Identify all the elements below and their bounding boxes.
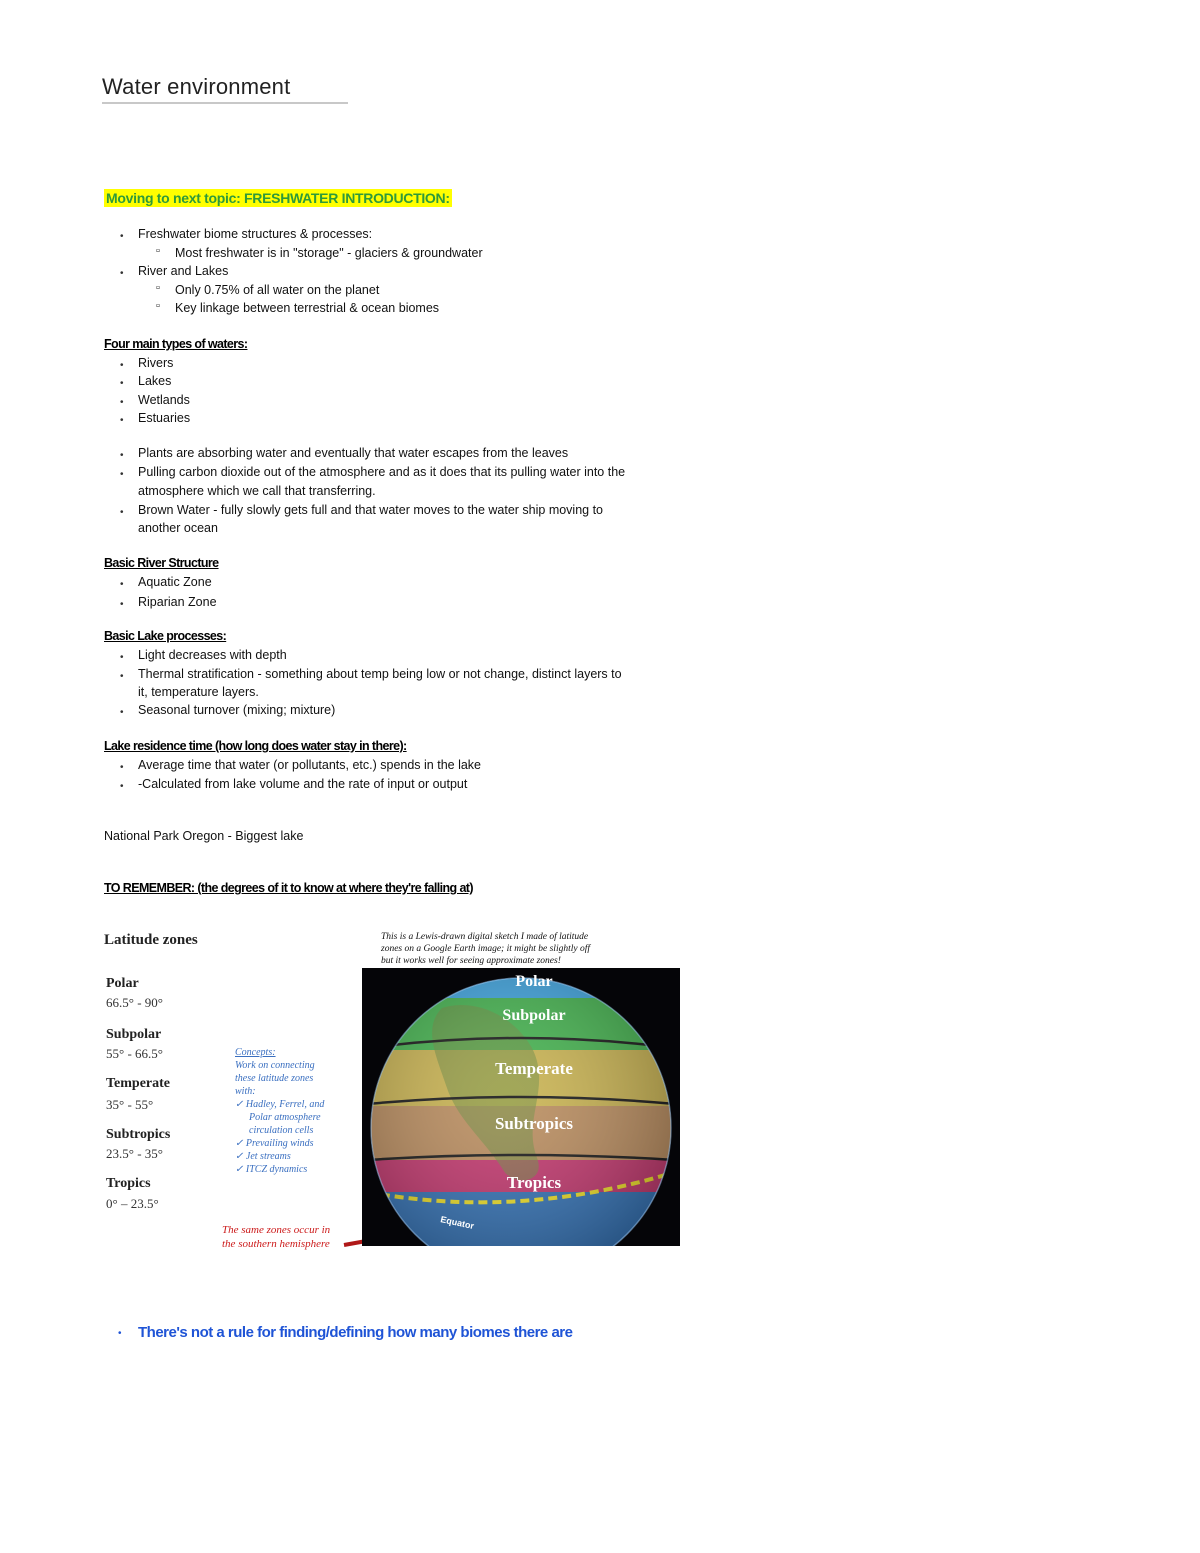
bullet: • [120,469,124,480]
list-item: Rivers [138,356,174,370]
bullet: • [120,231,124,242]
bullet: • [120,360,124,371]
list-item: Wetlands [138,393,190,407]
check-icon: ✓ [235,1151,246,1162]
note-text: Brown Water - fully slowly gets full and that water moves to the water ship moving to [138,503,604,517]
biomes-note: There's not a rule for finding/defining how many biomes there are [138,1324,573,1341]
note-text: another ocean [138,521,218,535]
square-bullet: ▫ [156,245,160,257]
intro-subitem: Only 0.75% of all water on the planet [175,283,380,297]
sketch-note-line: but it works well for seeing approximate zones! [381,956,561,966]
concepts-line: Work on connecting [235,1060,315,1071]
figure-title: Latitude zones [104,932,198,948]
concepts-line: with: [235,1086,256,1097]
square-bullet: ▫ [156,282,160,294]
topic-banner: Moving to next topic: FRESHWATER INTRODUCTION: [106,190,450,206]
park-note: National Park Oregon - Biggest lake [104,829,304,843]
zone-name: Temperate [106,1076,171,1091]
concepts-check: Jet streams [245,1151,291,1162]
sketch-note-line: This is a Lewis-drawn digital sketch I made of latitude [381,932,589,942]
concepts-title: Concepts: [235,1047,276,1058]
list-item: it, temperature layers. [138,685,259,699]
bullet: • [120,507,124,518]
note-text: Plants are absorbing water and eventually that water escapes from the leaves [138,446,569,460]
zone-name: Subpolar [106,1027,162,1042]
globe-label-subtropics: Subtropics [494,1114,574,1133]
zone-range: 55° - 66.5° [106,1046,163,1061]
bullet: • [120,707,124,718]
bullet: • [120,599,124,610]
concepts-line: these latitude zones [235,1073,314,1084]
title-underline [102,102,348,104]
list-item: Lakes [138,374,172,388]
concepts-check: Hadley, Ferrel, and [245,1099,325,1110]
list-item: Light decreases with depth [138,648,287,662]
intro-subitem: Key linkage between terrestrial & ocean biomes [175,301,440,315]
square-bullet: ▫ [156,300,160,312]
page-title: Water environment [102,74,291,99]
globe-label-tropics: Tropics [506,1173,562,1192]
zone-range: 66.5° - 90° [106,995,163,1010]
note-text: atmosphere which we call that transferring. [138,484,376,498]
southern-hemisphere-note [222,1223,330,1251]
check-icon: ✓ [235,1099,246,1110]
list-item: Thermal stratification - something about temp being low or not change, distinct layers to [138,667,622,681]
concepts-check: Prevailing winds [245,1138,314,1149]
zone-name: Tropics [106,1176,151,1191]
zone-name: Subtropics [106,1127,171,1142]
bullet: • [118,1328,122,1339]
globe-label-equator: Equator [439,1214,475,1232]
remember-heading: TO REMEMBER: (the degrees of it to know at where they're falling at) [104,881,473,895]
sketch-note-line: zones on a Google Earth image; it might be slightly off [381,944,590,954]
list-item: Aquatic Zone [138,575,212,589]
globe-label-subpolar: Subpolar [502,1007,566,1024]
intro-subitem: Most freshwater is in "storage" - glaciers & groundwater [175,246,483,260]
bullet: • [120,415,124,426]
lake-heading: Basic Lake processes: [104,629,227,643]
river-heading: Basic River Structure [104,556,219,570]
zone-range: 23.5° - 35° [106,1146,163,1161]
sketch-note [381,931,590,967]
bullet: • [120,652,124,663]
globe-label-temperate: Temperate [495,1059,573,1078]
bullet: • [120,781,124,792]
concepts-check: ITCZ dynamics [245,1164,308,1175]
intro-item: River and Lakes [138,264,229,278]
list-item: Average time that water (or pollutants, etc.) spends in the lake [138,758,482,772]
zone-range: 35° - 55° [106,1097,154,1112]
list-item: Estuaries [138,411,191,425]
bullet: • [120,579,124,590]
bullet: • [120,397,124,408]
intro-item: Freshwater biome structures & processes: [138,227,373,241]
bullet: • [120,762,124,773]
zone-name: Polar [106,976,139,991]
bullet: • [120,378,124,389]
check-icon: ✓ [235,1138,246,1149]
red-note-line: The same zones occur in [222,1224,331,1236]
concepts-check: circulation cells [249,1125,314,1136]
bullet: • [120,671,124,682]
concepts-note [235,1046,365,1176]
bullet: • [120,450,124,461]
list-item: Seasonal turnover (mixing; mixture) [138,703,336,717]
residence-heading: Lake residence time (how long does water stay in there): [104,739,407,753]
bullet: • [120,268,124,279]
latitude-globe-image [362,968,680,1246]
list-item: -Calculated from lake volume and the rate of input or output [138,777,468,791]
red-note-line: the southern hemisphere [222,1238,330,1250]
list-item: Riparian Zone [138,595,217,609]
note-text: Pulling carbon dioxide out of the atmosphere and as it does that its pulling water into the [138,465,626,479]
concepts-check: Polar atmosphere [249,1112,321,1123]
four-types-heading: Four main types of waters: [104,337,248,351]
check-icon: ✓ [235,1164,246,1175]
globe-label-polar: Polar [515,973,553,990]
zone-range: 0° – 23.5° [106,1196,159,1211]
